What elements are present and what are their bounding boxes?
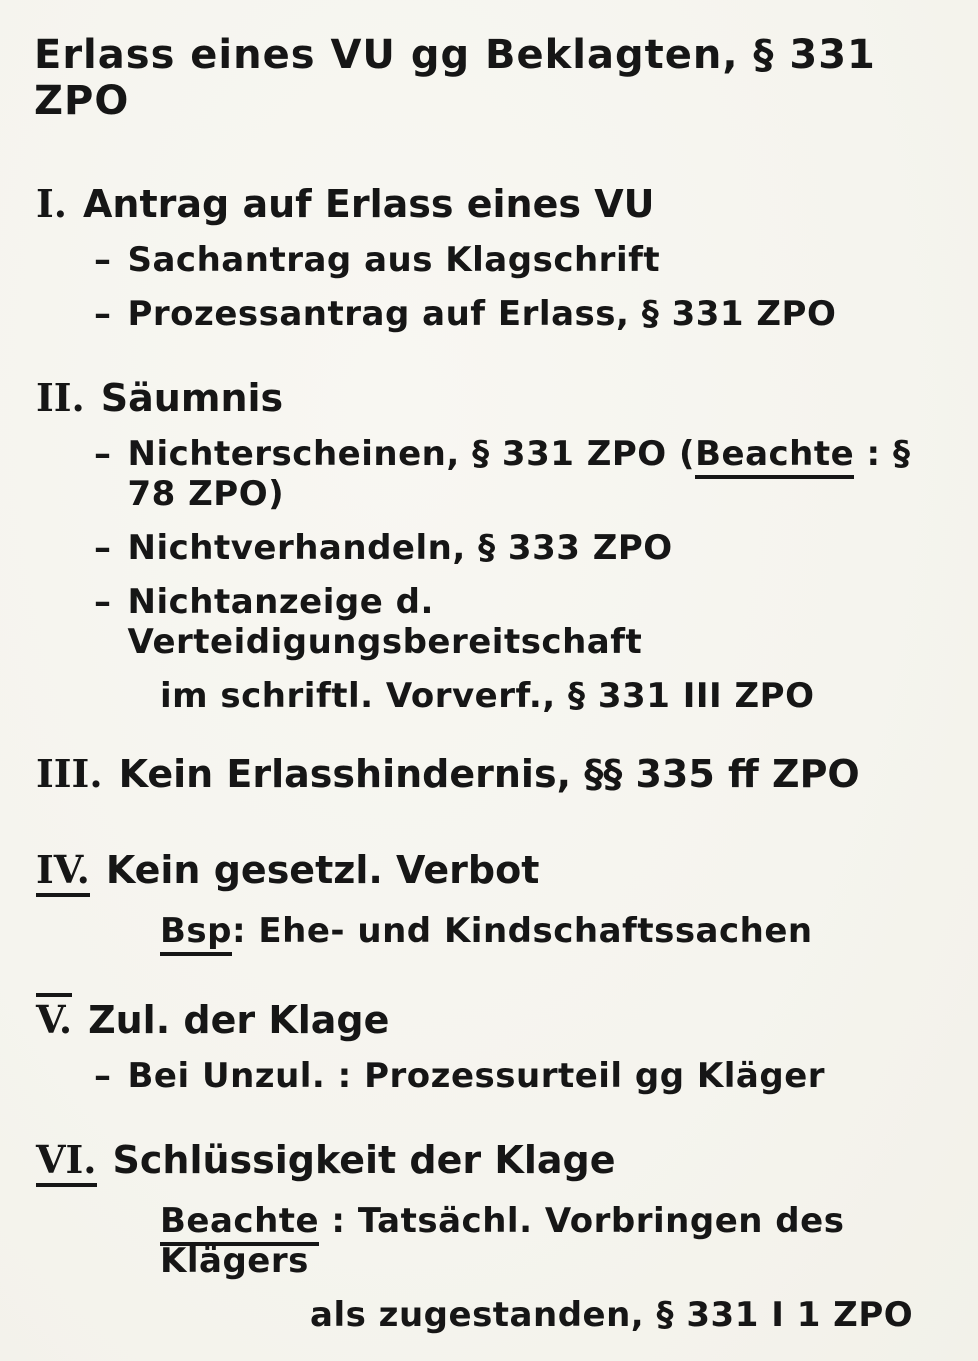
list-item <box>94 582 948 662</box>
section-heading-row <box>36 182 948 226</box>
list-item-continuation <box>310 1295 948 1335</box>
dash-bullet: – <box>94 1055 112 1096</box>
section-heading-row <box>36 993 948 1042</box>
dash-bullet: – <box>94 240 112 280</box>
item-text: Nichtverhandeln, § 333 ZPO <box>127 528 673 568</box>
roman-numeral-4: IV. <box>36 849 90 897</box>
item-text-segment: Nichterscheinen, § 331 ZPO ( <box>127 434 696 474</box>
roman-numeral-5: V. <box>36 993 72 1041</box>
dash-bullet: – <box>94 294 112 334</box>
item-text: Nichtanzeige d. Verteidigungsbereitschaft <box>127 582 643 662</box>
item-text: als zugestanden, § 331 I 1 ZPO <box>310 1294 914 1335</box>
section-gesetzl-verbot <box>30 848 948 951</box>
section-heading-row <box>36 848 948 897</box>
roman-numeral-2: II. <box>36 375 85 420</box>
section-heading-text: Kein Erlasshindernis, §§ 335 ff ZPO <box>118 752 860 796</box>
item-text: Prozessantrag auf Erlass, § 331 ZPO <box>127 294 837 334</box>
section-heading-text: Antrag auf Erlass eines VU <box>83 182 655 226</box>
item-text: im schriftl. Vorverf., § 331 III ZPO <box>160 676 815 716</box>
section-erlasshindernis <box>30 752 948 796</box>
item-text <box>160 1201 948 1281</box>
list-item <box>94 1056 948 1096</box>
section-heading-text: Säumnis <box>100 376 284 420</box>
section-heading-row <box>36 752 948 796</box>
section-heading-text: Kein gesetzl. Verbot <box>105 848 540 892</box>
section-antrag <box>30 182 948 334</box>
item-text-underlined: Beachte <box>160 1201 319 1246</box>
list-item <box>94 294 948 334</box>
item-text-segment: : § 78 ZPO) <box>127 434 923 514</box>
section-heading-row <box>36 1138 948 1187</box>
roman-numeral-1: I. <box>36 181 68 226</box>
section-heading-text: Zul. der Klage <box>88 997 390 1042</box>
section-schluessigkeit <box>30 1138 948 1335</box>
list-item <box>94 528 948 568</box>
list-item-continuation <box>160 676 948 716</box>
item-text <box>128 434 949 514</box>
list-item <box>160 1201 948 1281</box>
section-zulaessigkeit <box>30 993 948 1096</box>
list-item <box>160 911 948 951</box>
section-saeumnis <box>30 376 948 716</box>
list-item <box>94 434 948 514</box>
item-text <box>160 911 813 951</box>
section-heading-text: Schlüssigkeit der Klage <box>112 1137 616 1182</box>
dash-bullet: – <box>94 582 112 622</box>
list-item <box>94 240 948 280</box>
roman-numeral-6: VI. <box>36 1139 97 1187</box>
dash-bullet: – <box>94 528 112 568</box>
item-text-underlined: Beachte <box>695 434 854 479</box>
note-title: Erlass eines VU gg Beklagten, § 331 ZPO <box>34 32 876 124</box>
dash-bullet: – <box>94 434 112 474</box>
item-text-segment: : Tatsächl. Vorbringen des Klägers <box>160 1200 857 1281</box>
item-text: Bei Unzul. : Prozessurteil gg Kläger <box>127 1055 826 1096</box>
item-text: Sachantrag aus Klagschrift <box>127 240 661 280</box>
item-text-underlined: Bsp <box>160 911 232 956</box>
roman-numeral-3: III. <box>36 751 103 796</box>
section-heading-row <box>36 376 948 420</box>
item-text-segment: : Ehe- und Kindschaftssachen <box>232 910 813 951</box>
